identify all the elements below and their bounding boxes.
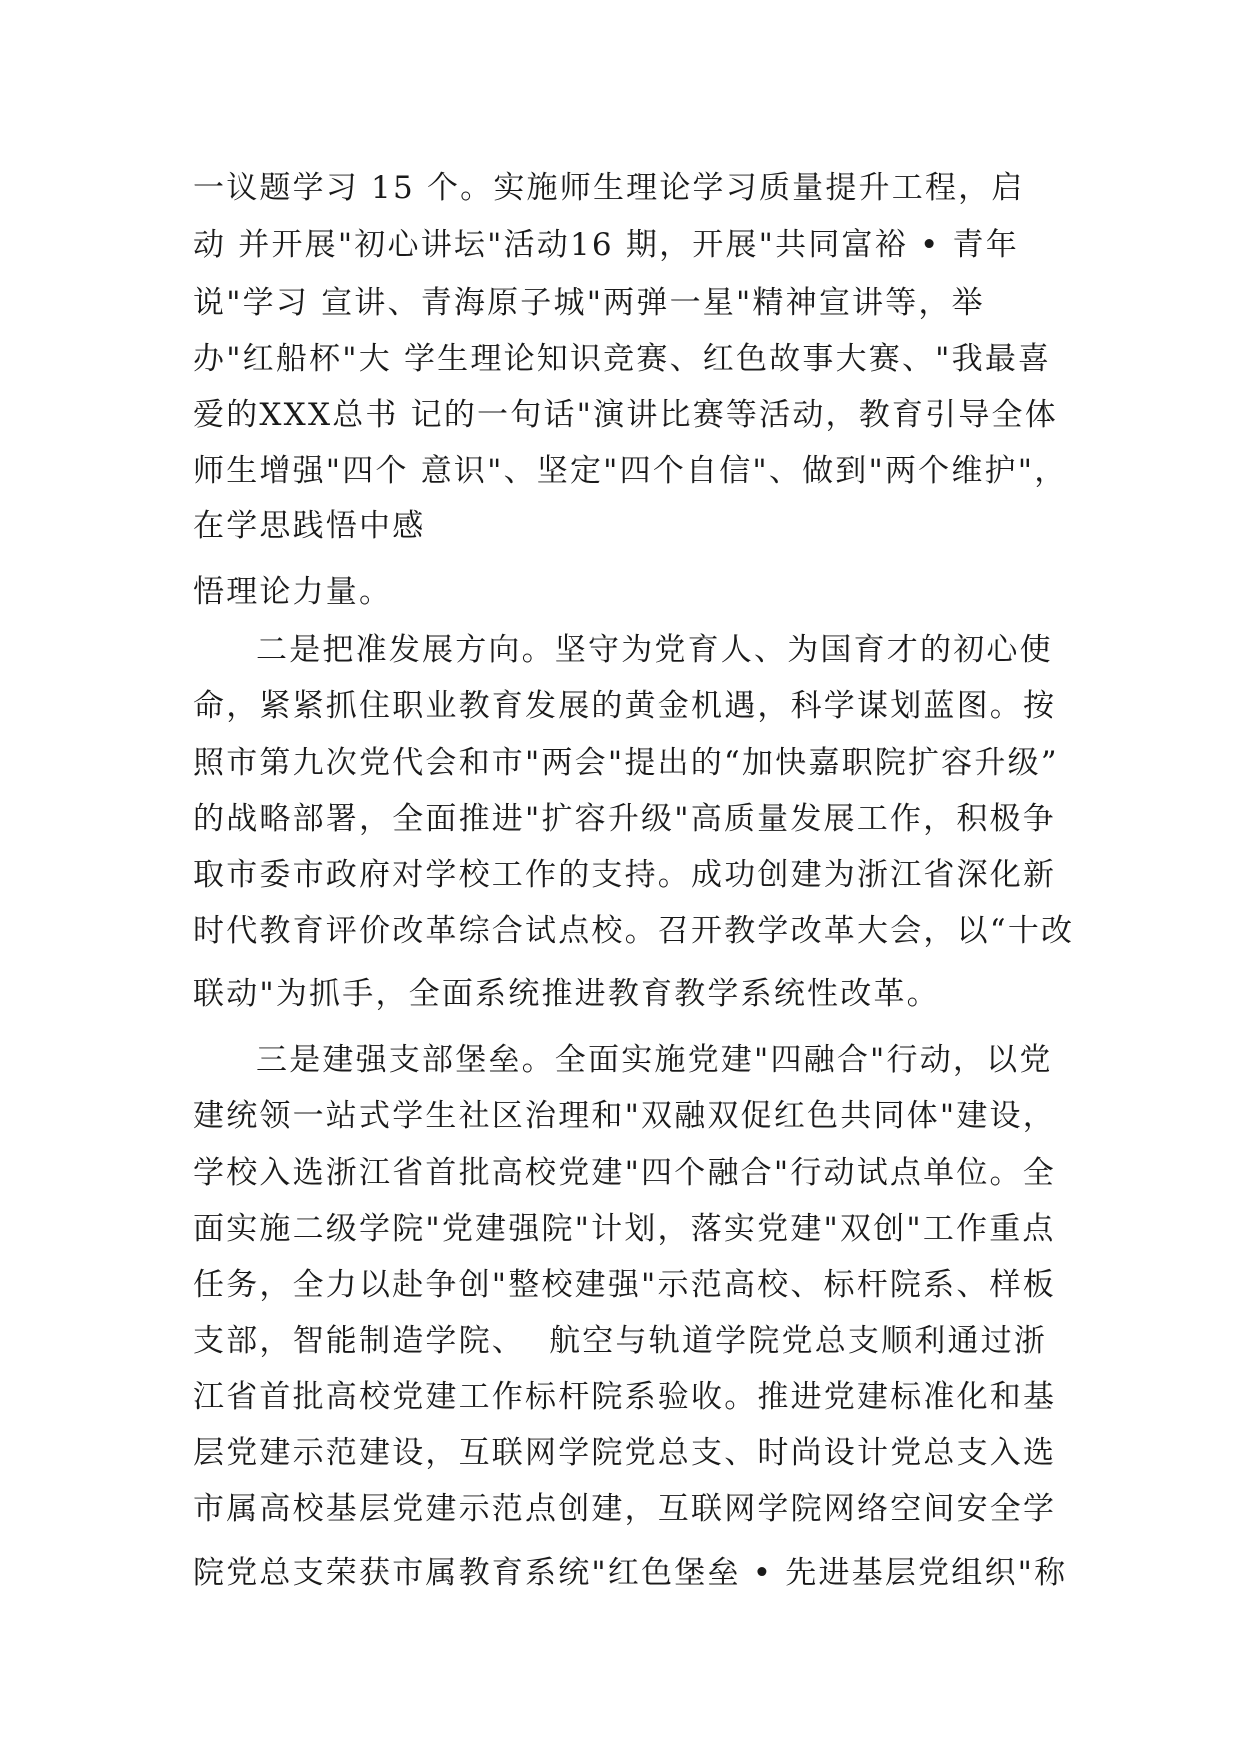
body-text-line: 江省首批高校党建工作标杆院系验收。推进党建标准化和基 [193, 1379, 1057, 1415]
body-text-line: 师生增强"四个 意识"、坚定"四个自信"、做到"两个维护"， [193, 453, 1068, 489]
body-text-line: 院党总支荣获市属教育系统"红色堡垒 • 先进基层党组织"称 [193, 1555, 1068, 1591]
body-text-line: 建统领一站式学生社区治理和"双融双促红色共同体"建设， [193, 1098, 1056, 1134]
body-text-line: 支部，智能制造学院、 航空与轨道学院党总支顺利通过浙 [193, 1323, 1048, 1359]
body-text-line: 说"学习 宣讲、青海原子城"两弹一星"精神宣讲等，举 [193, 285, 985, 321]
paragraph-first-line: 二是把准发展方向。坚守为党育人、为国育才的初心使 [256, 632, 1053, 668]
body-text-line: 在学思践悟中感 [193, 508, 426, 544]
body-text-line: 爱的XXX总书 记的一句话"演讲比赛等活动，教育引导全体 [193, 397, 1058, 433]
body-text-line: 面实施二级学院"党建强院"计划，落实党建"双创"工作重点 [193, 1211, 1056, 1247]
body-text-line: 任务，全力以赴争创"整校建强"示范高校、标杆院系、样板 [193, 1267, 1056, 1303]
body-text-line: 一议题学习 15 个。实施师生理论学习质量提升工程，启 [193, 170, 1025, 206]
body-text-line: 照市第九次党代会和市"两会"提出的“加快嘉职院扩容升级” [193, 745, 1059, 781]
body-text-line: 办"红船杯"大 学生理论知识竞赛、红色故事大赛、"我最喜 [193, 341, 1052, 377]
body-text-line: 学校入选浙江省首批高校党建"四个融合"行动试点单位。全 [193, 1155, 1056, 1191]
body-text-line: 动 并开展"初心讲坛"活动16 期，开展"共同富裕 • 青年 [193, 227, 1019, 263]
body-text-line: 市属高校基层党建示范点创建，互联网学院网络空间安全学 [193, 1491, 1057, 1527]
paragraph-first-line: 三是建强支部堡垒。全面实施党建"四融合"行动，以党 [256, 1042, 1053, 1078]
body-text-line: 时代教育评价改革综合试点校。召开教学改革大会，以“十改 [193, 913, 1075, 949]
body-text-line: 层党建示范建设，互联网学院党总支、时尚设计党总支入选 [193, 1435, 1057, 1471]
body-text-line: 的战略部署，全面推进"扩容升级"高质量发展工作，积极争 [193, 801, 1056, 837]
body-text-line: 联动"为抓手，全面系统推进教育教学系统性改革。 [193, 976, 940, 1012]
body-text-line: 取市委市政府对学校工作的支持。成功创建为浙江省深化新 [193, 857, 1057, 893]
body-text-line: 悟理论力量。 [193, 574, 393, 610]
body-text-line: 命，紧紧抓住职业教育发展的黄金机遇，科学谋划蓝图。按 [193, 688, 1057, 724]
